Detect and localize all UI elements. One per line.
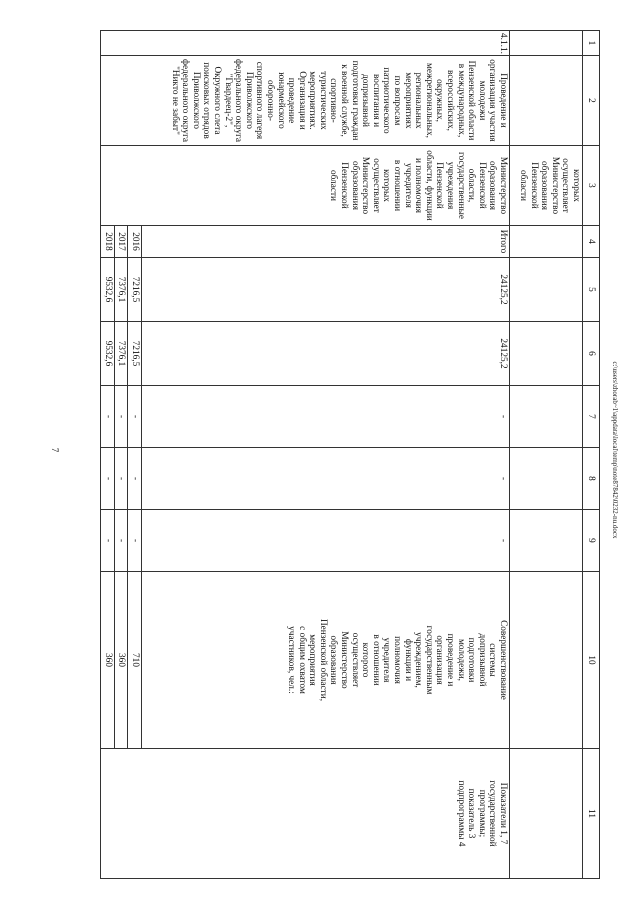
text-line: подпрограммы 4 [455, 780, 466, 847]
continuation-executor [510, 146, 583, 226]
text-line: подготовки [466, 637, 477, 683]
year-col7: - [128, 386, 142, 448]
period-total: Итого [141, 226, 509, 258]
col-header-7: 7 [583, 386, 600, 448]
text-line: государственным [423, 625, 434, 695]
footer-file-path: c:\users\zhorab~1\appdata\local\temp\note87842\0232-nu.docx [611, 361, 619, 539]
year-row-2018 [101, 31, 115, 879]
text-line: региональных [413, 72, 424, 129]
text-line: федерального округа [233, 58, 244, 143]
text-line: "Никто не забыт" [169, 66, 180, 135]
col-header-11: 11 [583, 749, 600, 879]
text-line: государственной [487, 780, 498, 847]
text-line: учредителя [402, 163, 413, 208]
item-executor [141, 146, 509, 226]
text-line: области [328, 169, 339, 202]
text-line: Пензенской [339, 162, 350, 209]
text-line: мероприятиях. [307, 71, 318, 130]
text-line: которых [381, 169, 392, 202]
text-line: к военной службе, [339, 64, 350, 137]
text-line: и полномочия [413, 157, 424, 214]
year-row-2016 [128, 31, 142, 879]
total-col8: - [141, 448, 509, 510]
text-line: всероссийских, [445, 69, 456, 132]
text-line: патриотического [381, 67, 392, 134]
text-line: Пензенской [476, 162, 487, 209]
text-line: Пензенской области [466, 60, 477, 141]
text-line: юнармейского [275, 72, 286, 129]
text-line: показатель 3 [466, 788, 477, 839]
text-line: функции и [402, 638, 413, 682]
year-cell: 2017 [114, 226, 128, 258]
text-line: Показатели 1, 7 [498, 782, 508, 845]
text-line: Совершенствование [498, 620, 508, 700]
text-line: Пензенской [434, 162, 445, 209]
col-header-5: 5 [583, 258, 600, 322]
text-line: окружных, [434, 79, 445, 122]
text-line: участников, чел.: [286, 626, 297, 694]
text-line: Приволжского [243, 71, 254, 130]
page-number: 7 [50, 447, 60, 453]
text-line: учредителя [381, 637, 392, 683]
text-line: Окружного слета [211, 66, 222, 135]
year-col10: 710 [128, 572, 142, 749]
text-line: Министерство [360, 156, 371, 215]
text-line: мероприятиях [402, 72, 413, 129]
text-line: в отношении [392, 159, 403, 212]
year-col5: 7216,5 [128, 258, 142, 322]
text-line: поисковых отрядов [201, 62, 212, 139]
item-target [141, 749, 509, 879]
year-col8: - [101, 448, 115, 510]
text-line: осуществляет [370, 158, 381, 213]
year-col7: - [114, 386, 128, 448]
col-header-8: 8 [583, 448, 600, 510]
continuation-row [510, 31, 583, 879]
text-line: государственные [455, 151, 466, 219]
text-line: молодежи, [455, 638, 466, 681]
text-line: оборонно- [264, 79, 275, 122]
text-line: по вопросам [392, 75, 403, 126]
total-col6: 24125,2 [141, 322, 509, 386]
year-col6: 7216,5 [128, 322, 142, 386]
text-line: допризывной [476, 633, 487, 687]
item-total-row [141, 31, 509, 879]
year-col10: 360 [114, 572, 128, 749]
text-line: допризывной [360, 74, 371, 127]
text-line: образования [349, 160, 360, 211]
text-line: Пензенской [528, 162, 539, 209]
item-description [141, 56, 509, 146]
text-line: образования [328, 635, 339, 685]
text-line: федерального округа [180, 58, 191, 143]
col-header-1: 1 [583, 31, 600, 56]
text-line: организация [434, 635, 445, 685]
year-col5: 7376,1 [114, 258, 128, 322]
text-line: которого [360, 642, 371, 678]
text-line: с общим охватом [296, 626, 307, 694]
col-header-10: 10 [583, 572, 600, 749]
total-col9: - [141, 510, 509, 572]
text-line: Министерство [498, 156, 508, 215]
total-col7: - [141, 386, 509, 448]
year-col9: - [101, 510, 115, 572]
program-activity-table [100, 30, 600, 879]
text-line: организация участия [487, 59, 498, 142]
text-line: системы [487, 643, 498, 677]
item-number: 4.1.1. [141, 31, 509, 56]
year-col6: 9532,6 [101, 322, 115, 386]
text-line: учреждения [445, 161, 456, 210]
text-line: спортивно- [328, 78, 339, 123]
col-header-3: 3 [583, 146, 600, 226]
year-col7: - [101, 386, 115, 448]
text-line: проведение [286, 77, 297, 124]
text-line: воспитания и [370, 73, 381, 128]
text-line: проведение и [445, 633, 456, 687]
text-line: спортивного лагеря [254, 61, 265, 140]
text-line: Проведение и [498, 73, 508, 128]
year-row-2017 [114, 31, 128, 879]
text-line: подготовки граждан [349, 60, 360, 141]
text-line: Министерство [549, 156, 560, 215]
text-line: которых [571, 169, 581, 202]
text-line: в отношении [370, 634, 381, 686]
text-line: программы; [476, 789, 487, 838]
column-number-row [583, 31, 600, 879]
year-col8: - [128, 448, 142, 510]
text-line: образования [539, 160, 550, 211]
text-line: области, функции [423, 150, 434, 221]
text-line: осуществляет [349, 632, 360, 688]
text-line: осуществляет [560, 158, 571, 213]
text-line: "Гвардеец-2", [222, 73, 233, 128]
year-cell: 2018 [101, 226, 115, 258]
rotated-table-container [100, 30, 600, 878]
text-line: межрегиональных, [423, 63, 434, 138]
text-line: образования [487, 160, 498, 211]
col-header-2: 2 [583, 56, 600, 146]
year-col9: - [114, 510, 128, 572]
text-line: Пензенской области, [317, 618, 328, 702]
year-col10: 360 [101, 572, 115, 749]
text-line: туристических [317, 71, 328, 130]
col-header-4: 4 [583, 226, 600, 258]
text-line: Организация и [296, 71, 307, 130]
text-line: мероприятия [307, 634, 318, 686]
col-header-9: 9 [583, 510, 600, 572]
text-line: молодежи [476, 80, 487, 121]
col-header-6: 6 [583, 322, 600, 386]
total-col5: 24125,2 [141, 258, 509, 322]
year-cell: 2016 [128, 226, 142, 258]
text-line: в международных, [455, 63, 466, 138]
year-col5: 9532,6 [101, 258, 115, 322]
year-col9: - [128, 510, 142, 572]
year-col6: 7376,1 [114, 322, 128, 386]
item-indicator [141, 572, 509, 749]
text-line: Приволжского [190, 71, 201, 130]
text-line: области [518, 169, 529, 202]
year-col8: - [114, 448, 128, 510]
text-line: области, [466, 168, 477, 203]
text-line: учреждением, [413, 632, 424, 688]
text-line: полномочия [392, 636, 403, 684]
text-line: Министерство [339, 631, 350, 689]
